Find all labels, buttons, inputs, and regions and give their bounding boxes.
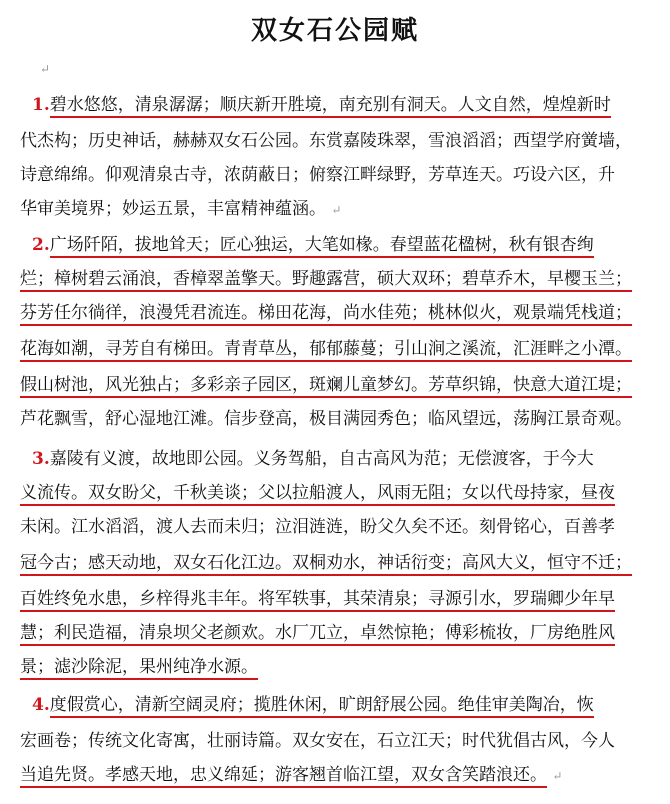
paragraph-number: 2. xyxy=(32,235,50,255)
paragraph-4-line-1 xyxy=(20,690,670,720)
line-text: 假山树池，风光独占；多彩亲子园区，斑斓儿童梦幻。芳草织锦，快意大道江堤； xyxy=(20,375,632,398)
line-text: 碧水悠悠，清泉潺潺；顺庆新开胜境，南充别有洞天。人文自然，煌煌新时 xyxy=(50,95,611,118)
paragraph-3-line-3 xyxy=(20,512,660,542)
line-text: 烂；樟树碧云涌浪，香樟翠盖擎天。野趣露营，硕大双环；碧草乔木，早樱玉兰； xyxy=(20,269,632,292)
line-text: 芦花飘雪，舒心湿地江滩。信步登高，极目满园秀色；临风望远，荡胸江景奇观。 xyxy=(20,409,632,429)
paragraph-number: 4. xyxy=(32,695,50,715)
line-text: 百姓终免水患，乡梓得兆丰年。将军轶事，其荣清泉；寻源引水，罗瑞卿少年早 xyxy=(20,589,615,612)
paragraph-1-line-1 xyxy=(20,90,670,120)
paragraph-3-line-7 xyxy=(20,652,660,682)
paragraph-1-line-4 xyxy=(20,194,660,224)
paragraph-number: 3. xyxy=(32,449,50,469)
paragraph-3-line-1 xyxy=(20,444,670,474)
paragraph-2-line-1 xyxy=(20,230,670,260)
paragraph-4-line-2 xyxy=(20,726,660,756)
paragraph-number: 1. xyxy=(32,95,50,115)
line-text: 芬芳任尔徜徉，浪漫凭君流连。梯田花海，尚水佳苑；桃林似火，观景端凭栈道； xyxy=(20,303,632,326)
line-text: 嘉陵有义渡，故地即公园。义务驾船，自古高风为范；无偿渡客，于今大 xyxy=(49,449,594,469)
paragraph-2-line-5 xyxy=(20,370,660,400)
paragraph-3-line-2 xyxy=(20,478,660,508)
paragraph-3-line-4 xyxy=(20,548,660,578)
paragraph-3-line-6 xyxy=(20,618,660,648)
line-text: 代杰构；历史神话，赫赫双女石公园。东赏嘉陵珠翠，雪浪滔滔；西望学府黉墙， xyxy=(20,131,632,151)
line-text: 义流传。双女盼父，千秋美谈；父以拉船渡人，风雨无阻；女以代母持家，昼夜 xyxy=(20,483,615,506)
line-text: 景；滤沙除泥，果州纯净水源。 xyxy=(20,657,258,680)
paragraph-3-line-5 xyxy=(20,584,660,614)
paragraph-2-line-2 xyxy=(20,264,660,294)
line-text: 诗意绵绵。仰观清泉古寺，浓荫蔽日；俯察江畔绿野，芳草连天。巧设六区，升 xyxy=(20,165,615,185)
paragraph-2-line-6 xyxy=(20,404,660,434)
line-text: 当追先贤。孝感天地，忠义绵延；游客翘首临江望，双女含笑踏浪还。 xyxy=(20,765,547,788)
line-text: 宏画卷；传统文化寄寓，壮丽诗篇。双女安在，石立江天；时代犹倡古风，今人 xyxy=(20,731,615,751)
paragraph-2-line-4 xyxy=(20,334,660,364)
paragraph-mark: ↵ xyxy=(552,769,563,783)
line-text: 慧；利民造福，清泉坝父老颜欢。水厂兀立，卓然惊艳；傅彩梳妆，厂房绝胜风 xyxy=(20,623,615,646)
line-text: 冠今古；感天动地，双女石化江边。双桐劝水，神话衍变；高风大义，恒守不迁； xyxy=(20,553,632,576)
paragraph-1-line-2 xyxy=(20,126,660,156)
paragraph-mark: ↵ xyxy=(331,203,342,217)
paragraph-4-line-3 xyxy=(20,760,660,790)
line-text: 华审美境界；妙运五景，丰富精神蕴涵。 xyxy=(20,199,326,219)
line-text: 度假赏心，清新空阔灵府；揽胜休闲，旷朗舒展公园。绝佳审美陶冶，恢 xyxy=(50,695,594,718)
line-text: 未闲。江水滔滔，渡人去而未归；泣泪涟涟，盼父久矣不还。刻骨铭心，百善孝 xyxy=(20,517,615,537)
paragraph-1-line-3 xyxy=(20,160,660,190)
line-text: 花海如潮，寻芳自有梯田。青青草丛，郁郁藤蔓；引山涧之溪流，汇涯畔之小潭。 xyxy=(20,339,632,362)
paragraph-mark: ↵ xyxy=(40,62,51,76)
document-title: 双女石公园赋 xyxy=(250,16,419,46)
line-text: 广场阡陌，拔地耸天；匠心独运，大笔如椽。春望蓝花楹树，秋有银杏绚 xyxy=(50,235,594,258)
paragraph-2-line-3 xyxy=(20,298,660,328)
